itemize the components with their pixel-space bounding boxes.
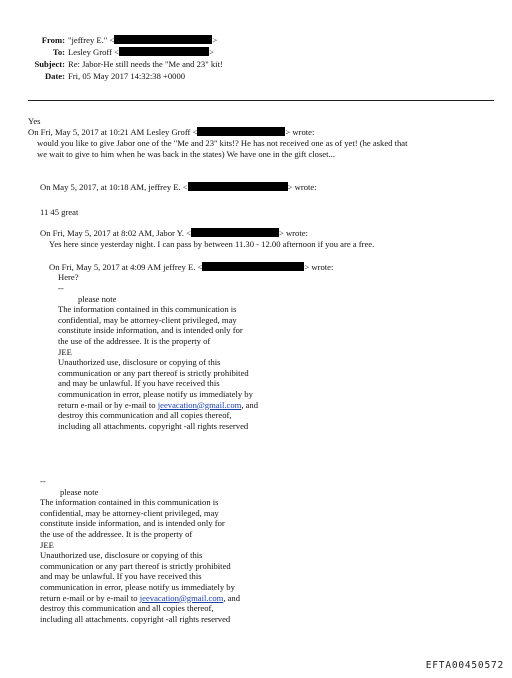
signature-outer [40,476,240,624]
quote-attribution-1: On Fri, May 5, 2017 at 10:21 AM Lesley Groff < > wrote: [28,127,315,137]
sig-line: destroy this communication and all copies thereof, [40,603,214,614]
sig-line: communication in error, please notify us immediately by [40,581,235,592]
quote-attribution-4: On Fri, May 5, 2017 at 4:09 AM jeffrey E. < > wrote: [49,262,334,272]
subject-label: Subject: [34,59,65,69]
sig-line: confidential, may be attorney-client privileged, may [40,507,219,518]
sig-line: the use of the addressee. It is the property of [40,528,193,539]
sig-line: including all attachments. copyright -all rights reserved [58,420,249,431]
signature-inner [58,283,258,431]
from-label: From: [41,35,65,45]
sig-line: Unauthorized use, disclosure or copying of this [40,550,203,561]
redaction-box [202,262,304,271]
to-value: Lesley Groff < [68,47,119,57]
sig-line: including all attachments. copyright -all rights reserved [40,613,231,624]
redaction-box [119,47,209,56]
sig-line: Unauthorized use, disclosure or copying of this [58,357,221,368]
quote-4-text: Here? [58,272,79,282]
subject-value: Re: Jabor-He still needs the "Me and 23" kit! [68,59,223,69]
quote-2-text: 11 45 great [40,207,79,217]
sig-line: and may be unlawful. If you have received this [40,571,202,582]
quote-attribution-2: On May 5, 2017, at 10:18 AM, jeffrey E. < > wrote: [40,182,317,192]
sig-please-note: please note [78,293,117,304]
redaction-box [188,182,288,191]
sig-line: destroy this communication and all copies thereof, [58,410,232,421]
email-link[interactable]: jeevacation@gmail.com [139,592,224,603]
sig-line: communication or any part thereof is strictly prohibited [40,560,231,571]
sig-line: constitute inside information, and is intended only for [40,518,225,529]
quote-3-text: Yes here since yesterday night. I can pass by between 11.30 - 12.00 afternoon if you are a free. [49,239,375,249]
date-value: Fri, 05 May 2017 14:32:38 +0000 [68,71,186,81]
sig-notify-line: return e-mail or by e-mail to jeevacation@gmail.com, and [40,592,241,603]
quote-1-line-2: we wait to give to him when he was back in the states) We have one in the gift closet... [37,149,335,159]
sig-dashes: -- [40,476,46,486]
sig-line: The information contained in this communication is [40,497,219,508]
sig-line: The information contained in this communication is [58,304,237,315]
from-value: "jeffrey E." < [68,35,115,45]
document-id: EFTA00450572 [425,660,504,671]
sig-please-note: please note [60,486,99,497]
header-from: From: "jeffrey E." < > [0,35,217,46]
sig-line: constitute inside information, and is intended only for [58,325,243,336]
sig-line: confidential, may be attorney-client privileged, may [58,314,237,325]
sig-line: JEE [58,346,72,357]
header-to: To: Lesley Groff < > [0,47,214,58]
sig-line: communication or any part thereof is strictly prohibited [58,367,249,378]
header-subject [0,59,223,70]
sig-line: and may be unlawful. If you have received this [58,378,220,389]
redaction-box [197,127,285,136]
sig-notify-line: return e-mail or by e-mail to jeevacation@gmail.com, and [58,399,259,410]
reply-text: Yes [28,116,41,126]
header-divider [28,100,494,101]
sig-line: JEE [40,539,54,550]
quote-1-line-1: would you like to give Jabor one of the "Me and 23" kits!? He has not received one as of yet! (he asked that [37,138,408,148]
redaction-box [191,228,279,237]
date-label: Date: [44,71,65,81]
header-date [0,71,185,82]
redaction-box [114,35,212,44]
to-label: To: [52,47,65,57]
quote-attribution-3: On Fri, May 5, 2017 at 8:02 AM, Jabor Y. < > wrote: [40,228,308,238]
email-link[interactable]: jeevacation@gmail.com [157,399,242,410]
sig-line: the use of the addressee. It is the property of [58,335,211,346]
sig-dashes: -- [58,283,64,293]
sig-line: communication in error, please notify us immediately by [58,388,253,399]
